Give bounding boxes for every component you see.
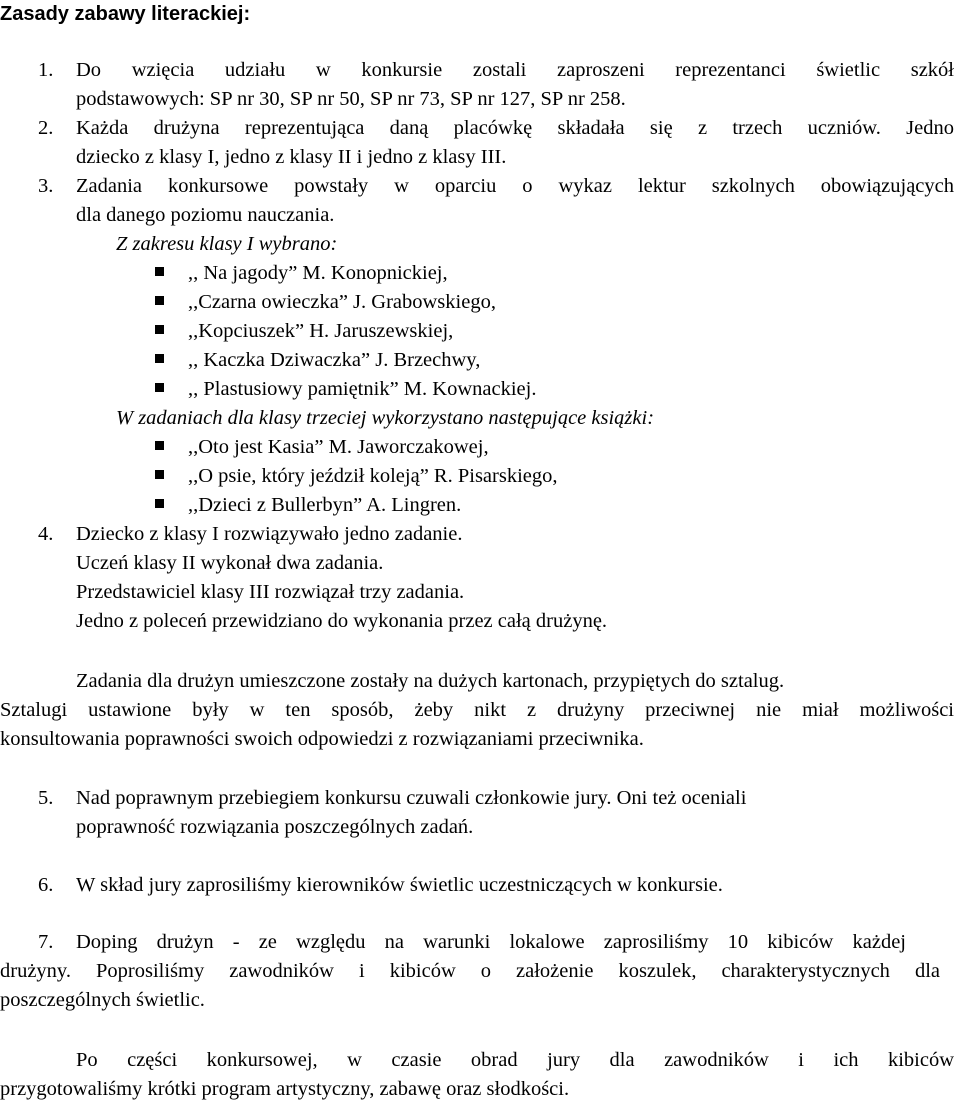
item-number-3: 3. [38,175,54,197]
item-7-line-3: poszczególnych świetlic. [0,989,205,1011]
item-5-line-1: Nad poprawnym przebiegiem konkursu czuwali członkowie jury. Oni też oceniali [76,787,747,809]
book-list-item: ,, Kaczka Dziwaczka” J. Brzechwy, [188,349,481,371]
bullet-square-icon [155,267,164,276]
paragraph-1-line-1: Zadania dla drużyn umieszczone zostały na dużych kartonach, przypiętych do sztalug. [76,670,785,692]
item-4-line-1: Dziecko z klasy I rozwiązywało jedno zadanie. [76,523,463,545]
class-1-heading: Z zakresu klasy I wybrano: [116,233,338,255]
bullet-square-icon [155,354,164,363]
paragraph-2-line-2: przygotowaliśmy krótki program artystyczny, zabawę oraz słodkości. [0,1078,570,1100]
item-4-line-3: Przedstawiciel klasy III rozwiązał trzy zadania. [76,581,465,603]
book-list-item: ,,Kopciuszek” H. Jaruszewskiej, [188,320,454,342]
bullet-square-icon [155,499,164,508]
item-number-2: 2. [38,117,54,139]
page-title: Zasady zabawy literackiej: [0,3,251,25]
item-3-line-1: Zadania konkursowe powstały w oparciu o wykaz lektur szkolnych obowiązujących [76,175,954,197]
item-2-line-1: Każda drużyna reprezentująca daną placówkę składała się z trzech uczniów. Jedno [76,117,954,139]
item-number-5: 5. [38,787,54,809]
book-list-item: ,,O psie, który jeździł koleją” R. Pisarskiego, [188,465,558,487]
item-4-line-4: Jedno z poleceń przewidziano do wykonania przez całą drużynę. [76,610,608,632]
item-1-line-1: Do wzięcia udziału w konkursie zostali zaproszeni reprezentanci świetlic szkół [76,59,954,81]
item-7-line-2: drużyny. Poprosiliśmy zawodników i kibiców o założenie koszulek, charakterystycznych dla [0,960,940,982]
item-4-line-2: Uczeń klasy II wykonał dwa zadania. [76,552,384,574]
bullet-square-icon [155,383,164,392]
paragraph-1-line-2: Sztalugi ustawione były w ten sposób, żeby nikt z drużyny przeciwnej nie miał możliwości [0,699,954,721]
book-list-item: ,,Oto jest Kasia” M. Jaworczakowej, [188,436,489,458]
paragraph-1-line-3: konsultowania poprawności swoich odpowiedzi z rozwiązaniami przeciwnika. [0,728,644,750]
book-list-item: ,, Na jagody” M. Konopnickiej, [188,262,448,284]
item-7-line-1: Doping drużyn - ze względu na warunki lokalowe zaprosiliśmy 10 kibiców każdej [76,931,906,953]
item-2-line-2: dziecko z klasy I, jedno z klasy II i jedno z klasy III. [76,146,507,168]
item-1-line-2: podstawowych: SP nr 30, SP nr 50, SP nr 73, SP nr 127, SP nr 258. [76,88,626,110]
class-3-heading: W zadaniach dla klasy trzeciej wykorzystano następujące książki: [116,407,655,429]
paragraph-2-line-1: Po części konkursowej, w czasie obrad jury dla zawodników i ich kibiców [76,1049,954,1071]
bullet-square-icon [155,296,164,305]
item-number-6: 6. [38,874,54,896]
book-list-item: ,,Czarna owieczka” J. Grabowskiego, [188,291,496,313]
item-5-line-2: poprawność rozwiązania poszczególnych zadań. [76,816,474,838]
book-list-item: ,, Plastusiowy pamiętnik” M. Kownackiej. [188,378,537,400]
item-6-line-1: W skład jury zaprosiliśmy kierowników świetlic uczestniczących w konkursie. [76,874,723,896]
item-3-line-2: dla danego poziomu nauczania. [76,204,335,226]
bullet-square-icon [155,470,164,479]
item-number-4: 4. [38,523,54,545]
item-number-1: 1. [38,59,54,81]
bullet-square-icon [155,441,164,450]
book-list-item: ,,Dzieci z Bullerbyn” A. Lingren. [188,494,462,516]
bullet-square-icon [155,325,164,334]
item-number-7: 7. [38,931,54,953]
